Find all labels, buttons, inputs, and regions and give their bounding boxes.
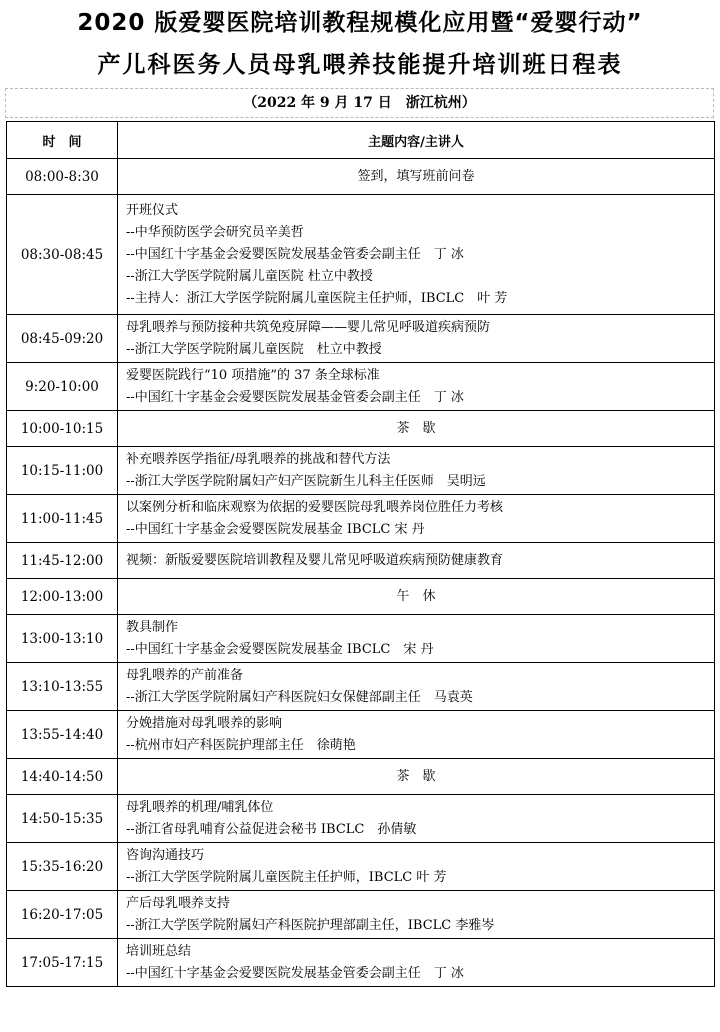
- row-topic: 爱婴医院践行“10 项措施”的 37 条全球标准: [126, 367, 380, 383]
- row-content: [118, 615, 715, 663]
- row-speaker: --浙江大学医学院附属儿童医院主任护师，IBCLC 叶 芳: [126, 869, 447, 885]
- row-time: 14:50-15:35: [7, 795, 118, 843]
- row-speaker: --中国红十字基金会爱婴医院发展基金管委会副主任 丁 冰: [126, 246, 464, 262]
- row-time: 15:35-16:20: [7, 843, 118, 891]
- table-row: [7, 663, 715, 711]
- row-content: [118, 759, 715, 795]
- row-time: 12:00-13:00: [7, 579, 118, 615]
- row-time: 08:00-8:30: [7, 159, 118, 195]
- row-time: 10:15-11:00: [7, 447, 118, 495]
- table-row: [7, 759, 715, 795]
- row-time: 14:40-14:50: [7, 759, 118, 795]
- row-topic: 茶 歇: [396, 768, 436, 784]
- row-time: 08:30-08:45: [7, 195, 118, 315]
- row-speaker: --浙江省母乳哺育公益促进会秘书 IBCLC 孙倩敏: [126, 821, 417, 837]
- row-topic: 咨询沟通技巧: [126, 847, 205, 863]
- table-row: [7, 363, 715, 411]
- row-content: [118, 939, 715, 987]
- table-row: [7, 543, 715, 579]
- row-time: 13:55-14:40: [7, 711, 118, 759]
- row-speaker: --中国红十字基金会爱婴医院发展基金 IBCLC 宋 丹: [126, 521, 425, 537]
- table-row: [7, 411, 715, 447]
- row-topic: 签到，填写班前问卷: [357, 168, 475, 184]
- table-row: [7, 159, 715, 195]
- table-row: [7, 891, 715, 939]
- row-topic: 视频：新版爱婴医院培训教程及婴儿常见呼吸道疾病预防健康教育: [126, 552, 504, 568]
- row-topic: 以案例分析和临床观察为依据的爱婴医院母乳喂养岗位胜任力考核: [126, 499, 504, 515]
- row-topic: 补充喂养医学指征/母乳喂养的挑战和替代方法: [126, 451, 391, 467]
- row-topic: 分娩措施对母乳喂养的影响: [126, 715, 283, 731]
- table-row: [7, 495, 715, 543]
- row-content: [118, 159, 715, 195]
- row-speaker: --浙江大学医学院附属妇产科医院妇女保健部副主任 马袁英: [126, 689, 473, 705]
- row-topic: 教具制作: [126, 619, 179, 635]
- row-time: 10:00-10:15: [7, 411, 118, 447]
- row-topic: 产后母乳喂养支持: [126, 895, 231, 911]
- document-title-line-2: 产儿科医务人员母乳喂养技能提升培训班日程表: [97, 52, 623, 78]
- row-topic: 茶 歇: [396, 420, 436, 436]
- schedule-body: [7, 159, 715, 987]
- row-time: 16:20-17:05: [7, 891, 118, 939]
- row-speaker: --中国红十字基金会爱婴医院发展基金管委会副主任 丁 冰: [126, 965, 464, 981]
- row-content: [118, 315, 715, 363]
- table-row: [7, 579, 715, 615]
- row-speaker: --杭州市妇产科医院护理部主任 徐萌艳: [126, 737, 356, 753]
- row-time: 08:45-09:20: [7, 315, 118, 363]
- row-content: [118, 495, 715, 543]
- table-row: [7, 315, 715, 363]
- row-speaker: --主持人：浙江大学医学院附属儿童医院主任护师，IBCLC 叶 芳: [126, 290, 508, 306]
- row-speaker: --浙江大学医学院附属儿童医院 杜立中教授: [126, 268, 373, 284]
- row-topic: 母乳喂养的机理/哺乳体位: [126, 799, 274, 815]
- header-time: 时 间: [7, 122, 118, 159]
- row-speaker: --浙江大学医学院附属妇产妇产医院新生儿科主任医师 吴明远: [126, 473, 486, 489]
- row-topic: 母乳喂养与预防接种共筑免疫屏障——婴儿常见呼吸道疾病预防: [126, 319, 491, 335]
- row-time: 11:00-11:45: [7, 495, 118, 543]
- row-topic: 培训班总结: [126, 943, 192, 959]
- row-content: [118, 891, 715, 939]
- table-header-row: [7, 122, 715, 159]
- row-speaker: --中国红十字基金会爱婴医院发展基金管委会副主任 丁 冰: [126, 389, 464, 405]
- table-row: [7, 711, 715, 759]
- row-content: [118, 711, 715, 759]
- date-location-subtitle: （2022 年 9 月 17 日 浙江杭州）: [5, 88, 714, 118]
- row-topic: 午 休: [396, 588, 436, 604]
- row-content: [118, 663, 715, 711]
- row-speaker: --中华预防医学会研究员辛美哲: [126, 224, 304, 240]
- row-time: 13:00-13:10: [7, 615, 118, 663]
- table-row: [7, 615, 715, 663]
- row-speaker: --中国红十字基金会爱婴医院发展基金 IBCLC 宋 丹: [126, 641, 434, 657]
- table-row: [7, 447, 715, 495]
- row-speaker: --浙江大学医学院附属妇产科医院护理部副主任，IBCLC 李雅岑: [126, 917, 495, 933]
- row-content: [118, 543, 715, 579]
- row-content: [118, 843, 715, 891]
- row-time: 17:05-17:15: [7, 939, 118, 987]
- table-row: [7, 939, 715, 987]
- table-row: [7, 195, 715, 315]
- row-topic: 母乳喂养的产前准备: [126, 667, 244, 683]
- row-time: 13:10-13:55: [7, 663, 118, 711]
- row-time: 11:45-12:00: [7, 543, 118, 579]
- header-content: 主题内容/主讲人: [118, 122, 715, 159]
- row-content: [118, 363, 715, 411]
- row-content: [118, 579, 715, 615]
- table-row: [7, 795, 715, 843]
- row-speaker: --浙江大学医学院附属儿童医院 杜立中教授: [126, 341, 382, 357]
- schedule-table: [6, 121, 715, 987]
- table-row: [7, 843, 715, 891]
- row-content: [118, 447, 715, 495]
- row-content: [118, 411, 715, 447]
- document-title-line-1: 2020 版爱婴医院培训教程规模化应用暨“爱婴行动”: [77, 10, 643, 36]
- row-time: 9:20-10:00: [7, 363, 118, 411]
- row-topic: 开班仪式: [126, 202, 179, 218]
- row-content: [118, 195, 715, 315]
- row-content: [118, 795, 715, 843]
